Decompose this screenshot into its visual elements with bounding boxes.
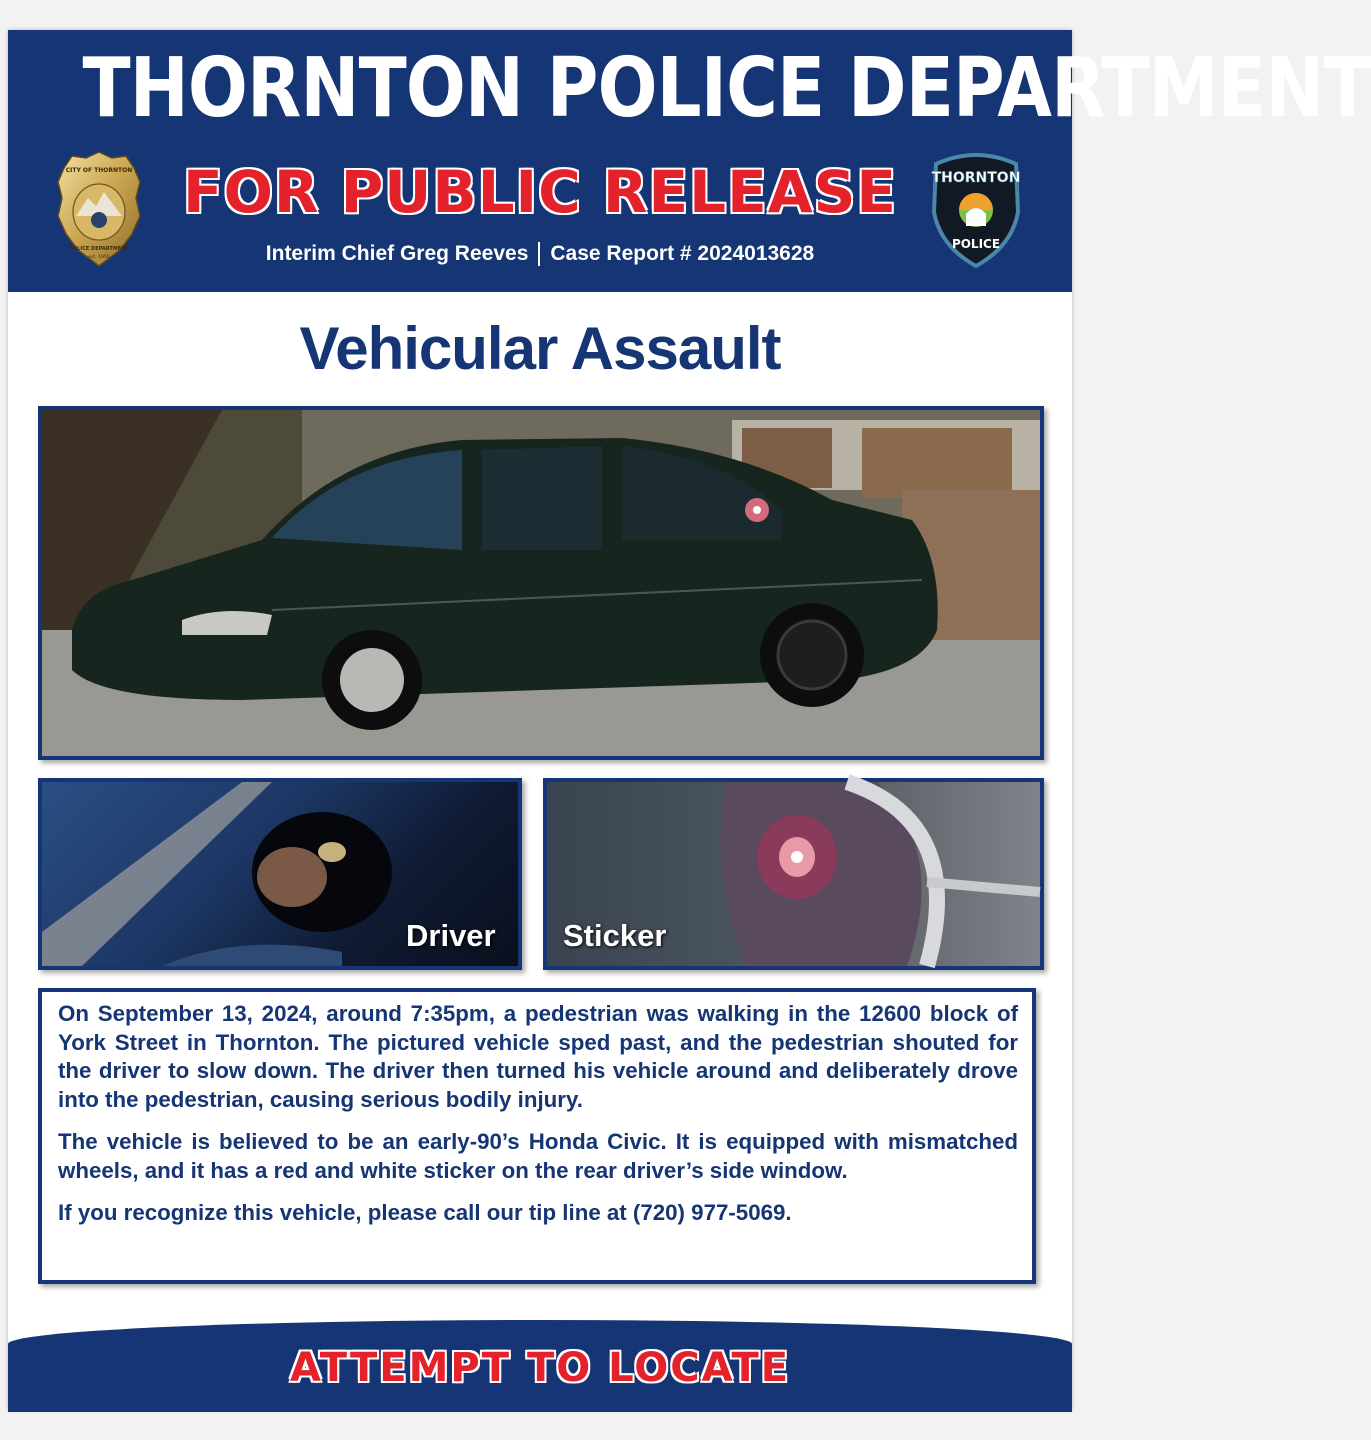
incident-paragraph: On September 13, 2024, around 7:35pm, a pedestrian was walking in the 12600 block of York Street in Thornton. The pictured vehicle sped past, and the pedestrian shouted for the driver to slow down. The driver then turned his vehicle around and deliberately drove into the pedestrian, causing serious bodily injury. [58, 1001, 1018, 1112]
flyer [8, 30, 1371, 1410]
driver-label: Driver [406, 918, 496, 953]
footer-banner [8, 1320, 1072, 1412]
divider [538, 242, 540, 266]
tip-line-paragraph: If you recognize this vehicle, please call our tip line at (720) 977-5069. [58, 1200, 792, 1225]
driver-photo [38, 778, 522, 970]
agency-name: THORNTON POLICE DEPARTMENT [82, 41, 1371, 136]
svg-text:POLICE DEPARTMENT: POLICE DEPARTMENT [69, 246, 129, 252]
attempt-to-locate-heading: ATTEMPT TO LOCATE [289, 1345, 791, 1391]
incident-description [38, 988, 1036, 1284]
case-report-number: Case Report # 2024013628 [550, 242, 815, 265]
svg-text:est. 1956: est. 1956 [88, 255, 110, 260]
svg-text:POLICE: POLICE [951, 237, 1001, 251]
sticker-label: Sticker [563, 918, 667, 953]
header-subline [8, 240, 1072, 268]
vehicle-photo [38, 406, 1044, 760]
public-release-heading: FOR PUBLIC RELEASE [182, 158, 898, 226]
svg-text:THORNTON: THORNTON [931, 170, 1021, 186]
chief-name: Interim Chief Greg Reeves [265, 242, 529, 265]
vehicle-paragraph: The vehicle is believed to be an early-90’s Honda Civic. It is equipped with mismatched wheels, and it has a red and white sticker on the rear driver’s side window. [58, 1129, 1018, 1183]
header-banner [8, 30, 1371, 292]
sticker-photo [543, 778, 1044, 970]
page-title: Vehicular Assault [299, 315, 781, 382]
svg-text:CITY OF THORNTON: CITY OF THORNTON [65, 167, 133, 174]
